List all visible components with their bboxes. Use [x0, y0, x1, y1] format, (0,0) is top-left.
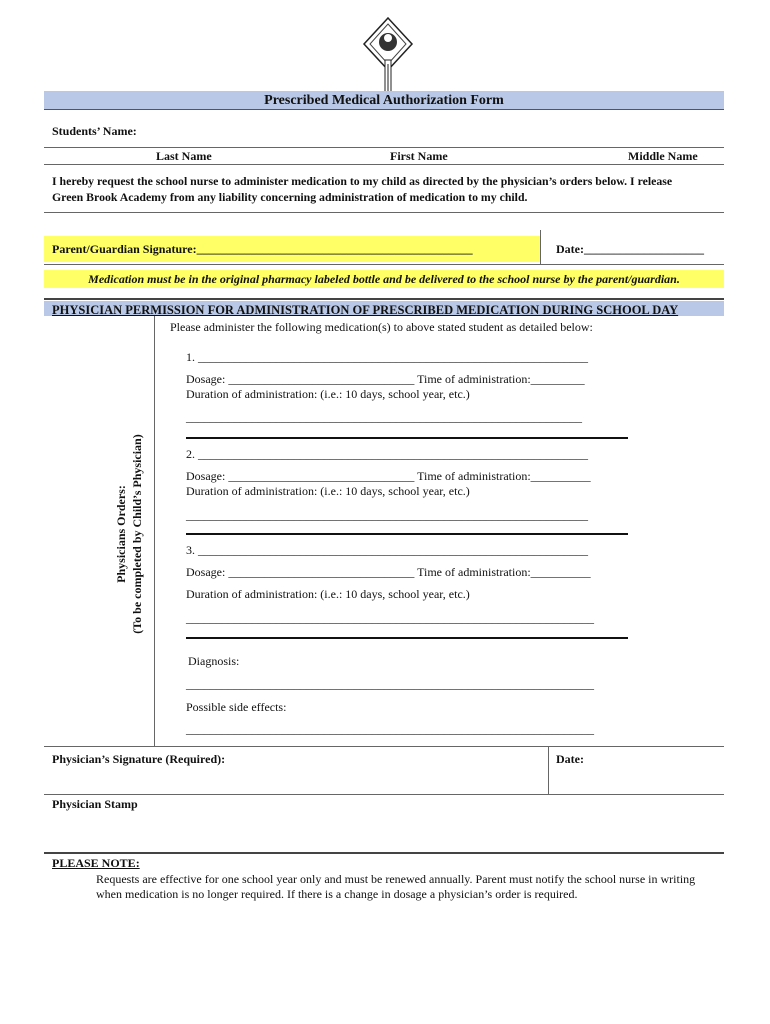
- divider: [44, 298, 724, 300]
- side-effects-blank[interactable]: ____________________________________________________________________: [186, 722, 594, 736]
- last-name-label: Last Name: [156, 149, 212, 163]
- parent-signature-field[interactable]: Parent/Guardian Signature:______________________________________________: [52, 242, 473, 256]
- diagnosis-blank[interactable]: ____________________________________________________________________: [186, 677, 594, 691]
- form-title: Prescribed Medical Authorization Form: [44, 91, 724, 110]
- medication-divider: [186, 437, 628, 439]
- divider: [548, 746, 549, 794]
- first-name-label: First Name: [390, 149, 448, 163]
- duration-1-label: Duration of administration: (i.e.: 10 days, school year, etc.): [186, 387, 470, 401]
- physician-instruction: Please administer the following medication(s) to above stated student as detailed below:: [170, 320, 593, 334]
- medication-2-field[interactable]: 2. _________________________________________________________________: [186, 447, 588, 461]
- physicians-orders-side-label: [108, 424, 150, 644]
- divider: [44, 794, 724, 795]
- duration-3-label: Duration of administration: (i.e.: 10 days, school year, etc.): [186, 587, 470, 601]
- physician-section-title: PHYSICIAN PERMISSION FOR ADMINISTRATION OF PRESCRIBED MEDICATION DURING SCHOOL DAY: [44, 301, 724, 316]
- side-label-title: Physicians Orders:: [114, 485, 128, 583]
- middle-name-label: Middle Name: [628, 149, 698, 163]
- note-line-2: when medication is no longer required. If there is a change in dosage a physician’s order is required.: [96, 887, 578, 901]
- medication-divider: [186, 637, 628, 639]
- physician-date-field[interactable]: Date:: [556, 752, 584, 766]
- diagnosis-label: Diagnosis:: [188, 654, 240, 668]
- name-line: [44, 147, 724, 148]
- physician-stamp-label: Physician Stamp: [52, 797, 138, 811]
- students-name-label: Students’ Name:: [52, 124, 137, 138]
- pharmacy-note: Medication must be in the original pharmacy labeled bottle and be delivered to the school nurse by the parent/guardian.: [44, 270, 724, 288]
- please-note-heading: PLEASE NOTE:: [52, 856, 140, 870]
- medication-divider: [186, 533, 628, 535]
- orders-side-divider: [154, 316, 155, 746]
- request-text-line2: Green Brook Academy from any liability concerning administration of medication to my child.: [52, 190, 528, 204]
- side-effects-label: Possible side effects:: [186, 700, 287, 714]
- duration-1-blank[interactable]: __________________________________________________________________: [186, 410, 582, 424]
- dosage-1-field[interactable]: Dosage: _______________________________ Time of administration:_________: [186, 372, 585, 386]
- parent-date-field[interactable]: Date:____________________: [556, 242, 704, 256]
- divider: [44, 164, 724, 165]
- dosage-3-field[interactable]: Dosage: _______________________________ Time of administration:__________: [186, 565, 591, 579]
- note-line-1: Requests are effective for one school year only and must be renewed annually. Parent must notify the school nurse in writing: [96, 872, 696, 886]
- duration-3-blank[interactable]: ____________________________________________________________________: [186, 611, 594, 625]
- dosage-2-field[interactable]: Dosage: _______________________________ Time of administration:__________: [186, 469, 591, 483]
- side-label-subtitle: (To be completed by Child’s Physician): [130, 434, 144, 634]
- medication-1-field[interactable]: 1. _________________________________________________________________: [186, 350, 588, 364]
- school-crest-logo: [362, 16, 414, 96]
- duration-2-blank[interactable]: ___________________________________________________________________: [186, 508, 588, 522]
- divider: [44, 746, 724, 747]
- medication-3-field[interactable]: 3. _________________________________________________________________: [186, 543, 588, 557]
- divider: [44, 212, 724, 213]
- physician-signature-field[interactable]: Physician’s Signature (Required):: [52, 752, 226, 766]
- divider: [540, 230, 541, 264]
- request-text-line1: I hereby request the school nurse to administer medication to my child as directed by the physician’s orders below. I release: [52, 174, 673, 188]
- duration-2-label: Duration of administration: (i.e.: 10 days, school year, etc.): [186, 484, 470, 498]
- divider: [44, 264, 724, 265]
- divider: [44, 852, 724, 854]
